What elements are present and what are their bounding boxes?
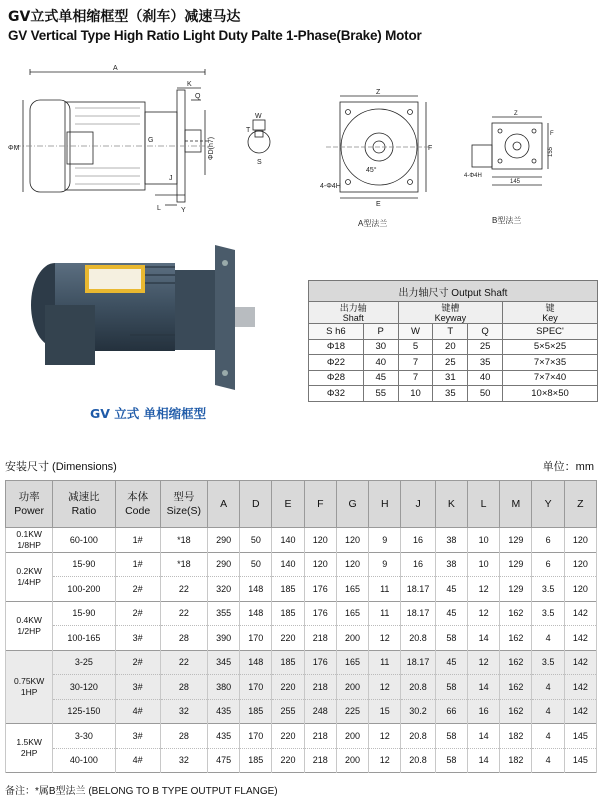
shaft-col-p: P [363, 324, 398, 340]
dims-row [6, 552, 597, 577]
dims-cell: 120 [336, 552, 368, 577]
shaft-cell: Φ32 [309, 386, 364, 402]
dims-cell: 58 [435, 748, 467, 773]
shaft-row [309, 339, 598, 355]
dims-cell: 170 [240, 724, 272, 749]
dims-cell: 12 [369, 626, 401, 651]
flange-b-155-label: 155 [548, 146, 554, 157]
dims-cell: 10 [467, 552, 499, 577]
dim-label-a: A [113, 65, 118, 72]
dims-row [6, 577, 597, 602]
shaft-row [309, 386, 598, 402]
dim-label-q: Q [195, 93, 201, 100]
dims-cell: 355 [207, 601, 239, 626]
dims-cell: 129 [500, 552, 532, 577]
dims-cell: 20.8 [401, 724, 435, 749]
dims-header-ratio: 减速比 Ratio [53, 481, 115, 528]
dims-cell: 220 [272, 748, 304, 773]
dims-header-size-s-: 型号 Size(S) [160, 481, 207, 528]
dims-cell: 120 [304, 552, 336, 577]
dims-cell: 3.5 [532, 577, 564, 602]
shaft-cell: 40 [468, 370, 503, 386]
dims-cell: 475 [207, 748, 239, 773]
dims-cell: 12 [467, 577, 499, 602]
shaft-cell: Φ28 [309, 370, 364, 386]
dims-cell: 218 [304, 724, 336, 749]
shaft-cell: 20 [433, 339, 468, 355]
shaft-col-spec: SPEC' [503, 324, 598, 340]
dims-cell: 2# [115, 601, 160, 626]
dims-cell: 30-120 [53, 675, 115, 700]
shaft-cell: 7 [398, 370, 433, 386]
dims-cell: 58 [435, 675, 467, 700]
dims-cell: 12 [467, 650, 499, 675]
dims-cell: 3.5 [532, 650, 564, 675]
dims-header-l: L [467, 481, 499, 528]
dims-row [6, 626, 597, 651]
flange-b-drawing [462, 105, 562, 230]
unit-label: 单位：mm [542, 461, 594, 473]
dims-cell: 218 [304, 748, 336, 773]
dim-label-g: G [148, 137, 154, 144]
dims-cell: 15 [369, 699, 401, 724]
dim-label-l: L [157, 205, 161, 212]
shaft-col-t: T [433, 324, 468, 340]
shaft-cell: 5×5×25 [503, 339, 598, 355]
dims-cell: 28 [160, 724, 207, 749]
dims-cell: 185 [240, 699, 272, 724]
flange-a-f-label: F [428, 145, 433, 152]
dim-label-y: Y [181, 207, 186, 214]
dims-cell: 38 [435, 528, 467, 553]
shaft-col-w: W [398, 324, 433, 340]
dims-cell: 6 [532, 528, 564, 553]
dims-cell: 140 [272, 552, 304, 577]
dims-cell: 162 [500, 650, 532, 675]
shaft-cell: 7 [398, 355, 433, 371]
dims-cell: 120 [564, 552, 596, 577]
dimensions-label: 安装尺寸 (Dimensions) [5, 461, 117, 473]
dims-cell: 225 [336, 699, 368, 724]
dims-row [6, 528, 597, 553]
dims-cell: 50 [240, 552, 272, 577]
dims-power-cell: 1.5KW 2HP [6, 724, 53, 773]
dims-cell: 38 [435, 552, 467, 577]
dims-cell: 120 [304, 528, 336, 553]
shaft-group-shaft: 出力轴 Shaft [309, 302, 399, 324]
dims-cell: 16 [467, 699, 499, 724]
dims-cell: 185 [272, 650, 304, 675]
dims-cell: 220 [272, 675, 304, 700]
dims-cell: 4 [532, 699, 564, 724]
dims-cell: 1# [115, 528, 160, 553]
dims-cell: 6 [532, 552, 564, 577]
shaft-cell: 5 [398, 339, 433, 355]
dims-cell: 170 [240, 675, 272, 700]
dims-cell: 129 [500, 577, 532, 602]
footnote: 备注：*属B型法兰 (BELONG TO B TYPE OUTPUT FLANGE) [5, 786, 278, 797]
dims-cell: 142 [564, 650, 596, 675]
dims-cell: 345 [207, 650, 239, 675]
dims-cell: 32 [160, 699, 207, 724]
dims-cell: 145 [564, 748, 596, 773]
dims-header-power: 功率 Power [6, 481, 53, 528]
shaft-row [309, 355, 598, 371]
shaft-row [309, 370, 598, 386]
dim-label-j: J [169, 175, 173, 182]
dims-cell: 4# [115, 748, 160, 773]
dims-cell: 18.17 [401, 650, 435, 675]
photo-caption: GV 立式 单相缩框型 [90, 406, 207, 421]
dims-cell: 140 [272, 528, 304, 553]
dims-header-g: G [336, 481, 368, 528]
dims-cell: 185 [272, 601, 304, 626]
dims-cell: 12 [369, 748, 401, 773]
dims-cell: 182 [500, 724, 532, 749]
dims-cell: 12 [369, 724, 401, 749]
dims-cell: 435 [207, 699, 239, 724]
dims-cell: 60-100 [53, 528, 115, 553]
dims-cell: 50 [240, 528, 272, 553]
dims-cell: 18.17 [401, 601, 435, 626]
shaft-cell: Φ22 [309, 355, 364, 371]
dims-cell: 390 [207, 626, 239, 651]
shaft-cell: 50 [468, 386, 503, 402]
dims-cell: 142 [564, 601, 596, 626]
flange-b-caption: B型法兰 [492, 216, 522, 225]
shaft-cell: Φ18 [309, 339, 364, 355]
dims-power-cell: 0.1KW 1/8HP [6, 528, 53, 553]
dim-label-t: T [246, 127, 251, 134]
dims-cell: 125-150 [53, 699, 115, 724]
dims-cell: *18 [160, 528, 207, 553]
page-title-cn: GV立式单相缩框型（刹车）减速马达 [8, 9, 241, 25]
dims-header-m: M [500, 481, 532, 528]
shaft-cell: 45 [363, 370, 398, 386]
flange-b-holes-label: 4-Φ4H [464, 173, 482, 179]
dims-cell: 176 [304, 650, 336, 675]
dims-cell: 14 [467, 675, 499, 700]
dims-cell: 142 [564, 626, 596, 651]
dims-cell: *18 [160, 552, 207, 577]
dims-power-cell: 0.75KW 1HP [6, 650, 53, 724]
dims-cell: 200 [336, 724, 368, 749]
dims-cell: 120 [336, 528, 368, 553]
shaft-group-keyway: 键槽 Keyway [398, 302, 502, 324]
dims-cell: 290 [207, 552, 239, 577]
dims-cell: 16 [401, 552, 435, 577]
shaft-cell: 25 [433, 355, 468, 371]
flange-a-z-label: Z [376, 89, 381, 96]
dims-cell: 200 [336, 748, 368, 773]
dims-cell: 15-90 [53, 552, 115, 577]
dims-cell: 220 [272, 626, 304, 651]
flange-b-f-label: F [550, 131, 554, 137]
dims-cell: 176 [304, 601, 336, 626]
dims-cell: 30.2 [401, 699, 435, 724]
dims-cell: 22 [160, 601, 207, 626]
dims-cell: 28 [160, 675, 207, 700]
dims-cell: 3# [115, 724, 160, 749]
dims-cell: 320 [207, 577, 239, 602]
dims-cell: 185 [240, 748, 272, 773]
dim-label-m: ΦM [8, 145, 20, 152]
dims-cell: 66 [435, 699, 467, 724]
flange-a-holes-label: 4-Φ4H [320, 183, 341, 190]
dims-cell: 11 [369, 650, 401, 675]
shaft-cell: 35 [468, 355, 503, 371]
dims-row [6, 675, 597, 700]
dims-cell: 4 [532, 626, 564, 651]
dims-header-f: F [304, 481, 336, 528]
dims-cell: 20.8 [401, 626, 435, 651]
shaft-col-q: Q [468, 324, 503, 340]
shaft-col-s: S h6 [309, 324, 364, 340]
dims-cell: 162 [500, 626, 532, 651]
shaft-cell: 31 [433, 370, 468, 386]
dims-cell: 165 [336, 650, 368, 675]
dims-cell: 4 [532, 724, 564, 749]
shaft-cell: 7×7×35 [503, 355, 598, 371]
dims-cell: 14 [467, 626, 499, 651]
dims-row [6, 650, 597, 675]
dims-cell: 165 [336, 601, 368, 626]
dims-cell: 162 [500, 601, 532, 626]
dims-cell: 22 [160, 650, 207, 675]
dims-cell: 200 [336, 675, 368, 700]
shaft-group-key: 键 Key [503, 302, 598, 324]
dim-label-d: ΦD(h7) [208, 136, 215, 160]
dims-cell: 435 [207, 724, 239, 749]
dims-cell: 12 [369, 675, 401, 700]
dims-cell: 11 [369, 601, 401, 626]
dims-header-j: J [401, 481, 435, 528]
dims-cell: 3-30 [53, 724, 115, 749]
dims-cell: 3# [115, 626, 160, 651]
dims-cell: 120 [564, 577, 596, 602]
side-view-drawing [5, 60, 305, 230]
dims-cell: 11 [369, 577, 401, 602]
dims-cell: 3# [115, 675, 160, 700]
shaft-cell: 7×7×40 [503, 370, 598, 386]
dims-cell: 148 [240, 577, 272, 602]
dims-cell: 10 [467, 528, 499, 553]
dims-header-code: 本体 Code [115, 481, 160, 528]
dims-power-cell: 0.4KW 1/2HP [6, 601, 53, 650]
dims-cell: 45 [435, 601, 467, 626]
shaft-cell: 35 [433, 386, 468, 402]
shaft-cell: 25 [468, 339, 503, 355]
flange-a-caption: A型法兰 [358, 219, 388, 228]
dims-cell: 290 [207, 528, 239, 553]
dims-cell: 32 [160, 748, 207, 773]
dims-row [6, 699, 597, 724]
dims-header-e: E [272, 481, 304, 528]
dims-cell: 20.8 [401, 675, 435, 700]
flange-a-drawing [318, 88, 433, 238]
dims-cell: 248 [304, 699, 336, 724]
dim-label-k: K [187, 81, 192, 88]
dims-cell: 162 [500, 699, 532, 724]
shaft-cell: 10 [398, 386, 433, 402]
dims-cell: 3-25 [53, 650, 115, 675]
dims-cell: 9 [369, 552, 401, 577]
dims-cell: 162 [500, 675, 532, 700]
dims-cell: 22 [160, 577, 207, 602]
dims-power-cell: 0.2KW 1/4HP [6, 552, 53, 601]
dims-cell: 220 [272, 724, 304, 749]
dims-cell: 14 [467, 748, 499, 773]
dims-cell: 1# [115, 552, 160, 577]
dims-cell: 148 [240, 650, 272, 675]
flange-a-e-label: E [376, 201, 381, 208]
dims-cell: 185 [272, 577, 304, 602]
dims-row [6, 748, 597, 773]
dims-cell: 14 [467, 724, 499, 749]
shaft-cell: 55 [363, 386, 398, 402]
shaft-cell: 30 [363, 339, 398, 355]
output-shaft-table [308, 280, 598, 402]
dims-cell: 4 [532, 748, 564, 773]
dims-header-h: H [369, 481, 401, 528]
dims-cell: 129 [500, 528, 532, 553]
dim-label-w: W [255, 113, 262, 120]
dims-row [6, 601, 597, 626]
dims-cell: 18.17 [401, 577, 435, 602]
dims-header-y: Y [532, 481, 564, 528]
dims-cell: 142 [564, 699, 596, 724]
dims-cell: 45 [435, 577, 467, 602]
dims-cell: 4# [115, 699, 160, 724]
dims-header-z: Z [564, 481, 596, 528]
dims-cell: 45 [435, 650, 467, 675]
dims-cell: 145 [564, 724, 596, 749]
dims-cell: 28 [160, 626, 207, 651]
dims-cell: 120 [564, 528, 596, 553]
dims-cell: 100-165 [53, 626, 115, 651]
dims-cell: 218 [304, 675, 336, 700]
shaft-cell: 10×8×50 [503, 386, 598, 402]
dims-cell: 20.8 [401, 748, 435, 773]
shaft-table-caption: 出力轴尺寸 Output Shaft [309, 281, 598, 302]
dims-header-a: A [207, 481, 239, 528]
dims-cell: 15-90 [53, 601, 115, 626]
dims-cell: 176 [304, 577, 336, 602]
dims-row [6, 724, 597, 749]
dims-cell: 182 [500, 748, 532, 773]
dims-cell: 200 [336, 626, 368, 651]
motor-photo [25, 245, 255, 395]
dims-cell: 255 [272, 699, 304, 724]
dims-cell: 148 [240, 601, 272, 626]
dims-cell: 142 [564, 675, 596, 700]
dims-cell: 16 [401, 528, 435, 553]
flange-b-z-label: Z [514, 111, 518, 117]
dims-cell: 3.5 [532, 601, 564, 626]
dims-cell: 2# [115, 577, 160, 602]
dims-cell: 58 [435, 724, 467, 749]
dims-cell: 4 [532, 675, 564, 700]
dims-cell: 380 [207, 675, 239, 700]
dims-cell: 12 [467, 601, 499, 626]
flange-a-deg-label: 45° [366, 167, 377, 174]
flange-b-145-label: 145 [510, 179, 521, 185]
dims-cell: 9 [369, 528, 401, 553]
dims-cell: 165 [336, 577, 368, 602]
dims-header-d: D [240, 481, 272, 528]
dims-cell: 40-100 [53, 748, 115, 773]
shaft-cell: 40 [363, 355, 398, 371]
dims-cell: 100-200 [53, 577, 115, 602]
dims-cell: 218 [304, 626, 336, 651]
dim-label-s: S [257, 159, 262, 166]
dims-cell: 170 [240, 626, 272, 651]
dims-cell: 58 [435, 626, 467, 651]
dims-cell: 2# [115, 650, 160, 675]
dimensions-table [5, 480, 597, 773]
dims-header-k: K [435, 481, 467, 528]
page-title-en: GV Vertical Type High Ratio Light Duty Palte 1-Phase(Brake) Motor [8, 28, 422, 43]
